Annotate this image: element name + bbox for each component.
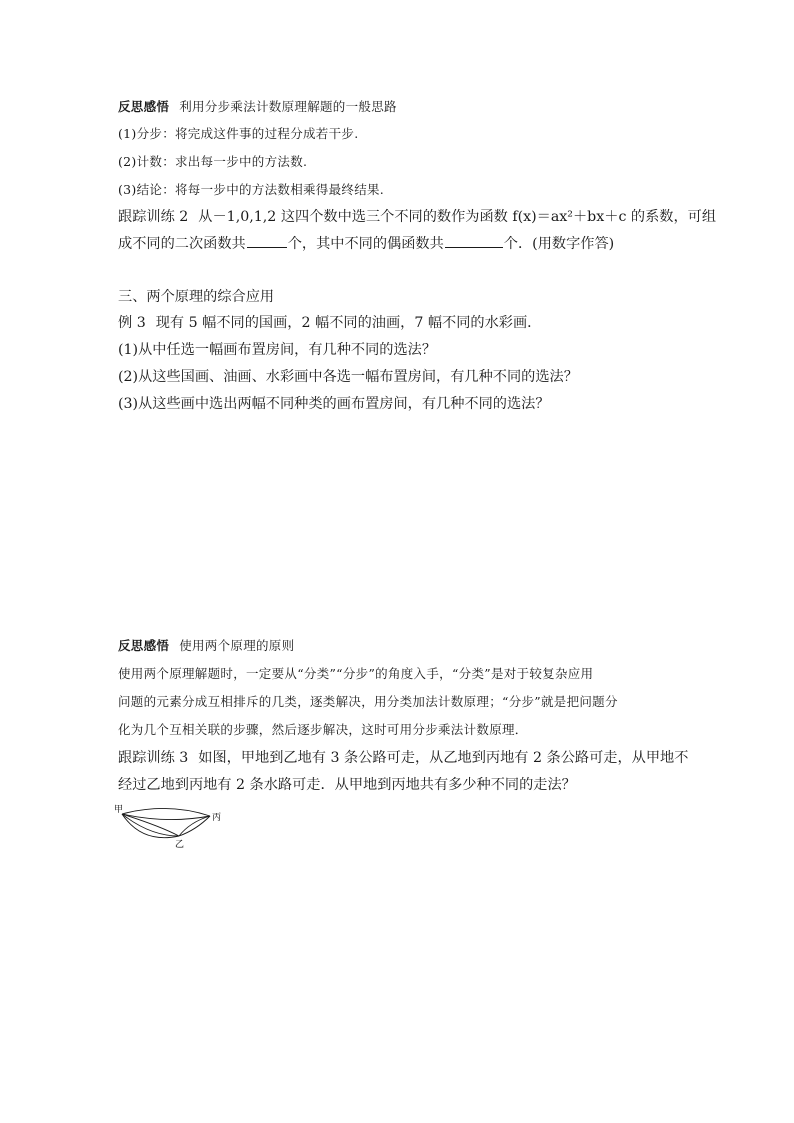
reflection-2-header bbox=[118, 636, 294, 654]
training-3-label: 跟踪训练 3 bbox=[118, 750, 189, 766]
training-2-text-2b: 个，其中不同的偶函数共 bbox=[287, 236, 444, 252]
example-3-label: 例 3 bbox=[118, 315, 146, 331]
training-2-text-1: 从－1,0,1,2 这四个数中选三个不同的数作为函数 f(x)＝ax²＋bx＋c 的系数，可组 bbox=[198, 209, 717, 225]
example-3-question-2: (2)从这些国画、油画、水彩画中各选一幅布置房间，有几种不同的选法？ bbox=[118, 369, 578, 385]
example-3-question-3: (3)从这些画中选出两幅不同种类的画布置房间，有几种不同的选法？ bbox=[118, 396, 550, 412]
reflection-1-step-1: (1)分步：将完成这件事的过程分成若干步. bbox=[118, 126, 359, 141]
water-route-1 bbox=[122, 808, 210, 816]
reflection-2-para-line-1: 使用两个原理解题时，一定要从“分类”“分步”的角度入手，“分类”是对于较复杂应用 bbox=[118, 666, 594, 681]
reflection-1-title: 利用分步乘法计数原理解题的一般思路 bbox=[179, 99, 397, 114]
answer-blank-1[interactable] bbox=[247, 234, 287, 248]
reflection-1-step-3: (3)结论：将每一步中的方法数相乘得最终结果. bbox=[118, 182, 385, 197]
reflection-1-heading: 反思感悟 bbox=[118, 99, 170, 114]
route-diagram bbox=[112, 800, 232, 850]
example-3-stem bbox=[118, 312, 541, 332]
section-three-heading: 三、两个原理的综合应用 bbox=[118, 289, 275, 305]
example-3-question-1: (1)从中任选一幅画布置房间，有几种不同的选法？ bbox=[118, 342, 437, 358]
training-2-text-2a: 成不同的二次函数共 bbox=[118, 236, 246, 252]
training-2-text-2c: 个．(用数字作答) bbox=[503, 236, 615, 252]
training-3-line-2: 经过乙地到丙地有 2 条水路可走．从甲地到丙地共有多少种不同的走法？ bbox=[118, 777, 576, 793]
label-bing: 丙 bbox=[212, 813, 222, 823]
road-a-b-2 bbox=[122, 814, 179, 838]
training-3-text-1: 如图，甲地到乙地有 3 条公路可走，从乙地到丙地有 2 条公路可走，从甲地不 bbox=[198, 750, 689, 766]
reflection-2-para-line-3: 化为几个互相关联的步骤，然后逐步解决，这时可用分步乘法计数原理． bbox=[118, 722, 528, 737]
reflection-1-header bbox=[118, 97, 397, 115]
reflection-1-step-2: (2)计数：求出每一步中的方法数. bbox=[118, 154, 308, 169]
reflection-2-heading: 反思感悟 bbox=[118, 638, 170, 653]
reflection-2-title: 使用两个原理的原则 bbox=[179, 638, 295, 653]
training-2-line-1 bbox=[118, 206, 716, 226]
training-2-line-2 bbox=[118, 233, 614, 253]
label-yi: 乙 bbox=[175, 840, 185, 850]
example-3-text: 现有 5 幅不同的国画，2 幅不同的油画，7 幅不同的水彩画． bbox=[155, 315, 542, 331]
road-a-b-3 bbox=[122, 814, 179, 836]
training-2-label: 跟踪训练 2 bbox=[118, 209, 189, 225]
training-3-line-1 bbox=[118, 747, 688, 767]
label-jia: 甲 bbox=[114, 805, 124, 815]
answer-blank-2[interactable] bbox=[445, 234, 503, 248]
reflection-2-para-line-2: 问题的元素分成互相排斥的几类，逐类解决，用分类加法计数原理；“分步”就是把问题分 bbox=[118, 694, 618, 709]
road-a-b-1 bbox=[122, 814, 179, 836]
